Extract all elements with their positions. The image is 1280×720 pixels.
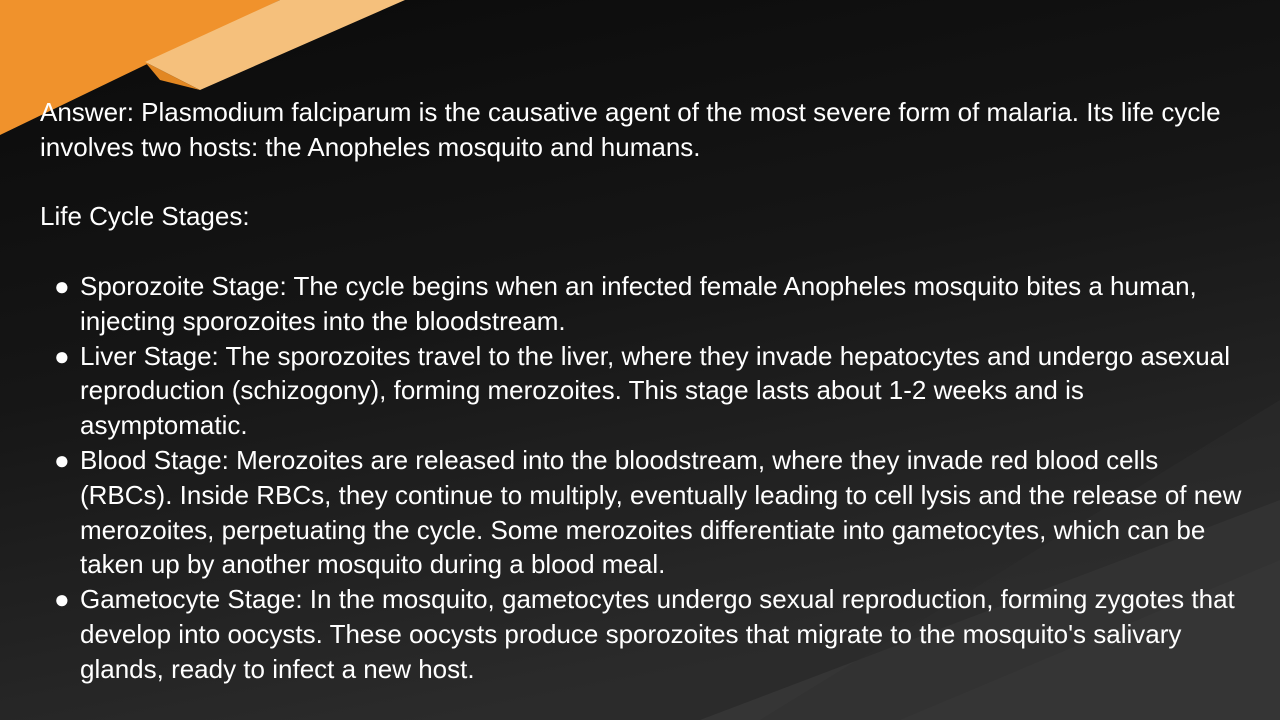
- intro-paragraph: Answer: Plasmodium falciparum is the causative agent of the most severe form of malaria. Its life cycle involves two hosts: the Anopheles mosquito and humans.: [40, 97, 1221, 162]
- section-heading: Life Cycle Stages:: [40, 201, 250, 232]
- list-item-text: Gametocyte Stage: In the mosquito, gametocytes undergo sexual reproduction, forming zygotes that develop into oocysts. These oocysts produce sporozoites that migrate to the mosquito's salivary glands, ready to infect a new host.: [80, 584, 1235, 684]
- list-item-text: Blood Stage: Merozoites are released into the bloodstream, where they invade red blood cells (RBCs). Inside RBCs, they continue to multiply, eventually leading to cell lysis and the release of new merozoites, perpetuating the cycle. Some merozoites differentiate into gametocytes, which can be taken up by another mosquito during a blood meal.: [80, 444, 1242, 580]
- bullet-icon: ●: [54, 270, 70, 301]
- list-item-text: Sporozoite Stage: The cycle begins when an infected female Anopheles mosquito bites a human, injecting sporozoites into the bloodstream.: [80, 270, 1197, 336]
- bullet-icon: ●: [54, 444, 70, 475]
- slide-content: [40, 95, 1250, 687]
- bullet-icon: ●: [54, 340, 70, 371]
- list-item-text: Liver Stage: The sporozoites travel to the liver, where they invade hepatocytes and undergo asexual reproduction (schizogony), forming merozoites. This stage lasts about 1-2 weeks and is asymptomatic.: [80, 340, 1231, 441]
- list-item: [40, 339, 1250, 443]
- stage-list: [40, 269, 1250, 687]
- list-item: [40, 582, 1250, 686]
- list-item: [40, 269, 1250, 339]
- bullet-icon: ●: [54, 584, 70, 615]
- list-item: [40, 443, 1250, 582]
